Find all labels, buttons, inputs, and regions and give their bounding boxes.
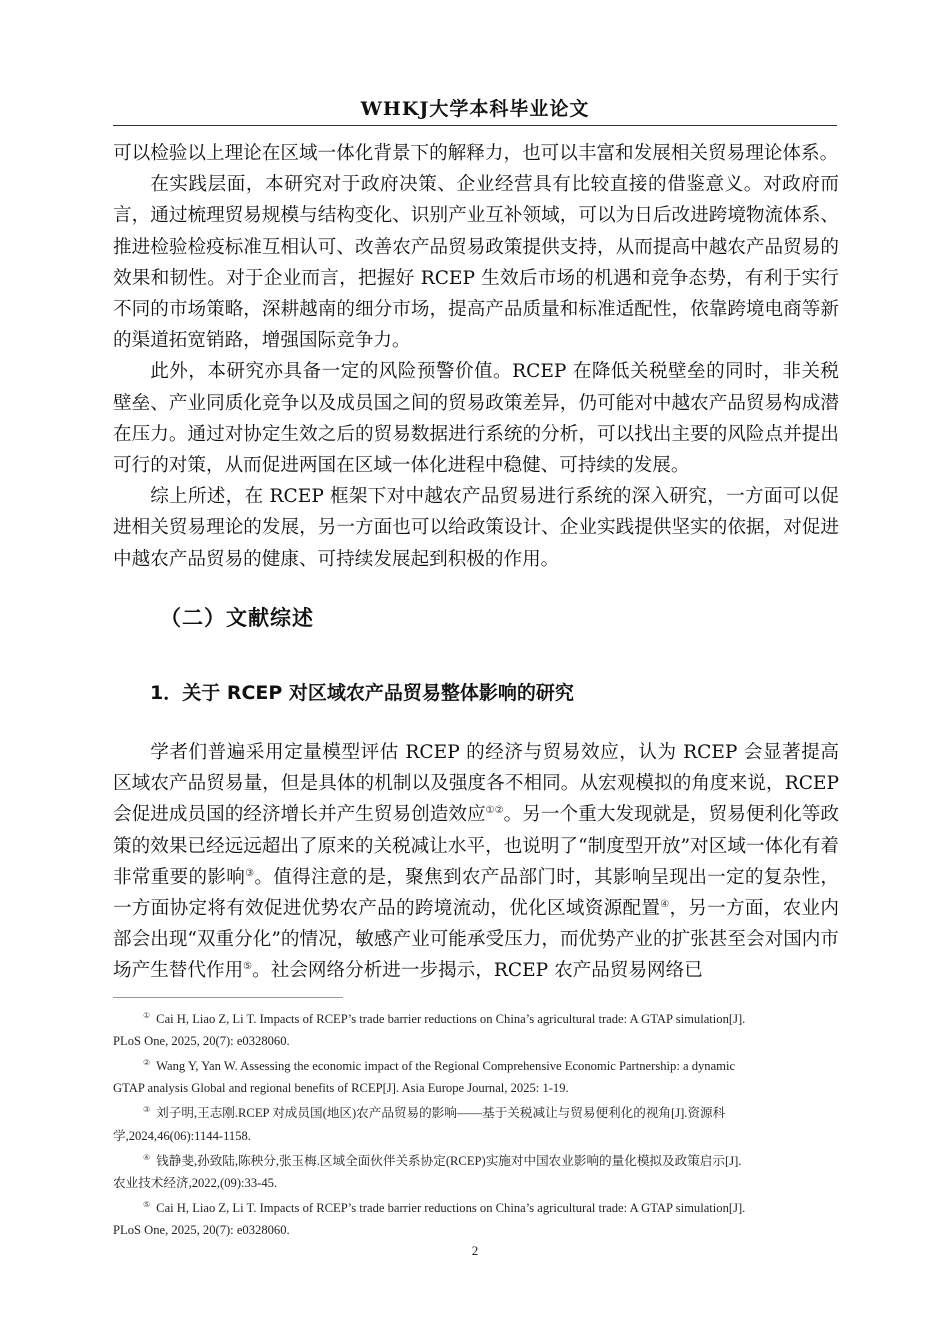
text-segment: 学者们普遍采用定量模型评估 RCEP 的经济与贸易效应，认为 RCEP 会显著提高区域农产品贸易量，但是具体的机制以及强度各不相同。从宏观模拟的角度来说，RCEP 会促进成员国的经济增长并产生贸易创造效应: [113, 742, 839, 826]
page-number: 2: [471, 1243, 479, 1258]
footnote-reference[interactable]: ⑤: [243, 961, 253, 973]
footnotes: [113, 1005, 839, 1241]
body-text-top: [113, 138, 839, 575]
footnote-text: PLoS One, 2025, 20(7): e0328060.: [113, 1222, 290, 1237]
body-text-literature: [113, 737, 839, 987]
footnote-text: 钱静斐,孙致陆,陈秧分,张玉梅.区域全面伙伴关系协定(RCEP)实施对中国农业影响的量化模拟及政策启示[J].: [156, 1153, 742, 1168]
footnote-mark: ⑤: [143, 1199, 151, 1209]
footnote-divider: [113, 997, 343, 998]
footnote-item: [113, 1052, 839, 1099]
footnote-mark: ②: [143, 1058, 151, 1068]
paragraph: [113, 737, 839, 987]
footnote-text: Cai H, Liao Z, Li T. Impacts of RCEP’s trade barrier reductions on China’s agricultural trade: A GTAP simulation[J].: [156, 1012, 746, 1027]
header-divider: [113, 125, 837, 126]
footnote-text: 农业技术经济,2022,(09):33-45.: [113, 1175, 278, 1190]
footnote-text: Cai H, Liao Z, Li T. Impacts of RCEP’s trade barrier reductions on China’s agricultural trade: A GTAP simulation[J].: [156, 1200, 746, 1215]
footnote-reference[interactable]: ①②: [485, 805, 504, 817]
footnote-item: [113, 1147, 839, 1194]
footnote-item: [113, 1194, 839, 1241]
paragraph: 在实践层面，本研究对于政府决策、企业经营具有比较直接的借鉴意义。对政府而言，通过梳理贸易规模与结构变化、识别产业互补领域，可以为日后改进跨境物流体系、推进检验检疫标准互相认可、改善农产品贸易政策提供支持，从而提高中越农产品贸易的效果和韧性。对于企业而言，把握好 RCEP 生效后市场的机遇和竞争态势，有利于实行不同的市场策略，深耕越南的细分市场，提高产品质量和标准适配性，依靠跨境电商等新的渠道拓宽销路，增强国际竞争力。: [113, 174, 839, 352]
paragraph: 可以检验以上理论在区域一体化背景下的解释力，也可以丰富和发展相关贸易理论体系。: [113, 143, 839, 164]
footnote-mark: ④: [143, 1152, 151, 1162]
footnote-text: 学,2024,46(06):1144-1158.: [113, 1128, 251, 1143]
footnote-text: Wang Y, Yan W. Assessing the economic impact of the Regional Comprehensive Economic Partnership: a dynamic: [156, 1059, 736, 1074]
footnote-item: [113, 1005, 839, 1052]
paragraph: 此外，本研究亦具备一定的风险预警价值。RCEP 在降低关税壁垒的同时，非关税壁垒、产业同质化竞争以及成员国之间的贸易政策差异，仍可能对中越农产品贸易构成潜在压力。通过对协定生效之后的贸易数据进行系统的分析，可以找出主要的风险点并提出可行的对策，从而促进两国在区域一体化进程中稳健、可持续的发展。: [113, 361, 839, 477]
footnote-text: GTAP analysis Global and regional benefits of RCEP[J]. Asia Europe Journal, 2025: 1-19.: [113, 1081, 569, 1096]
footnote-text: PLoS One, 2025, 20(7): e0328060.: [113, 1034, 290, 1049]
subsection-heading: 1．关于 RCEP 对区域农产品贸易整体影响的研究: [150, 682, 574, 704]
section-heading: （二）文献综述: [160, 606, 314, 630]
footnote-text: 刘子明,王志刚.RCEP 对成员国(地区)农产品贸易的影响——基于关税减让与贸易便利化的视角[J].资源科: [156, 1106, 726, 1121]
text-segment: 。社会网络分析进一步揭示，RCEP 农产品贸易网络已: [252, 960, 703, 982]
text-segment: ，另一方面，农业内部会出现“双重分化”的情况，敏感产业可能承受压力，而优势产业的扩张甚至会对国内市场产生替代作用: [113, 898, 839, 982]
footnote-item: [113, 1099, 839, 1146]
footnote-mark: ①: [143, 1011, 151, 1020]
text-segment: 。另一个重大发现就是，贸易便利化等政策的效果已经远远超出了原来的关税减让水平，也说明了“制度型开放”对区域一体化有着非常重要的影响: [113, 804, 839, 888]
footnote-mark: ③: [143, 1105, 151, 1115]
footnote-reference[interactable]: ④: [660, 898, 670, 910]
text-segment: 。值得注意的是，聚焦到农产品部门时，其影响呈现出一定的复杂性，一方面协定将有效促进优势农产品的跨境流动，优化区域资源配置: [113, 866, 839, 920]
paragraph: 综上所述，在 RCEP 框架下对中越农产品贸易进行系统的深入研究，一方面可以促进相关贸易理论的发展，另一方面也可以给政策设计、企业实践提供坚实的依据，对促进中越农产品贸易的健康、可持续发展起到积极的作用。: [113, 486, 839, 570]
running-header: WHKJ大学本科毕业论文: [360, 98, 590, 120]
footnote-reference[interactable]: ③: [245, 867, 255, 879]
